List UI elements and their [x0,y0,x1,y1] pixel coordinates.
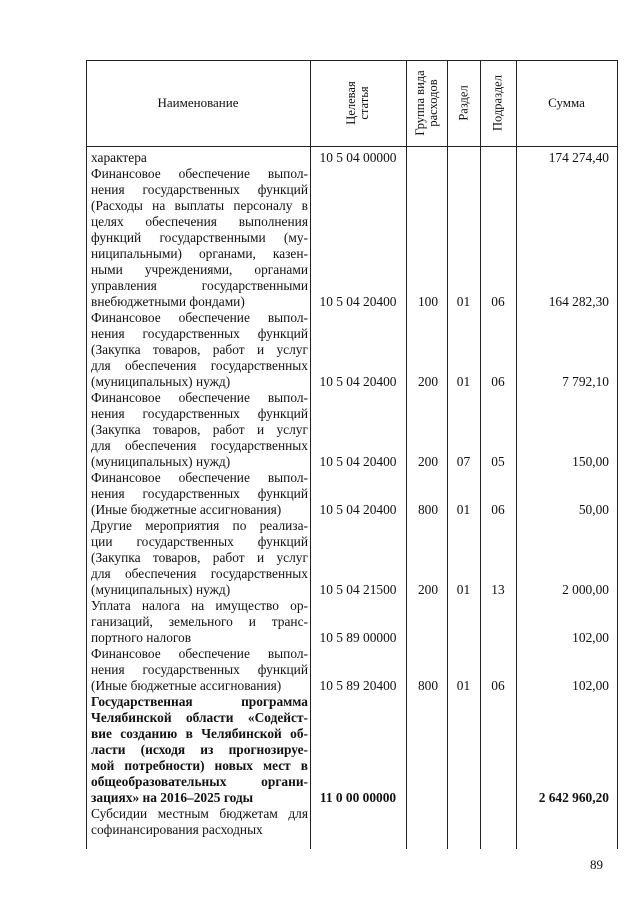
row-subsection: 13 [491,582,505,597]
row-section: 01 [456,678,471,693]
header-group-line2: расходов [425,79,440,127]
row-subsection: 06 [491,502,505,517]
header-divider [86,146,617,147]
row-name-line: для обеспечения государственных [91,566,308,581]
row-name-line: общеобразовательных органи- [91,774,308,789]
header-name: Наименование [157,95,239,110]
row-name-line: нения государственных функций [91,406,308,421]
row-name-line: Субсидии местным бюджетам для [91,806,308,821]
row-code: 10 5 04 21500 [319,582,397,597]
row-name [91,166,308,310]
page-number: 89 [590,857,603,872]
row-name-line: Челябинской области «Содейст- [91,710,308,725]
row-sum: 164 282,30 [548,294,609,309]
row-sum: 102,00 [572,678,609,693]
table-border-left [86,60,87,849]
row-subsection: 06 [491,294,505,309]
row-subsection: 06 [491,374,505,389]
row-code: 10 5 89 00000 [319,630,397,645]
column-divider [406,60,407,849]
row-group: 800 [417,678,439,693]
row-name-line: внебюджетными фондами) [91,294,245,309]
row-code: 10 5 04 00000 [319,150,397,165]
row-name-line: ниципальными) органами, казен- [91,246,308,261]
row-name-line: ции государственных функций [91,534,308,549]
row-name-line: зациях» на 2016–2025 годы [91,790,254,805]
header-code-line2: статья [357,86,371,120]
row-group: 800 [417,502,439,517]
row-name-line: Финансовое обеспечение выпол- [91,310,308,325]
row-sum: 102,00 [572,630,609,645]
row-name-line: управления государственными [91,278,308,293]
row-code: 10 5 04 20400 [319,502,397,517]
row-name [91,310,308,390]
row-name-line: ганизаций, земельного и транс- [91,614,308,629]
row-code: 11 0 00 00000 [319,790,397,805]
row-name-line: мой потребности) новых мест в [91,758,308,773]
column-divider [310,60,311,849]
row-name-line: Государственная программа [91,694,308,709]
row-name-line: (Закупка товаров, работ и услуг [91,342,308,357]
row-name [91,694,308,806]
row-name-line: характера [91,150,147,165]
row-code: 10 5 04 20400 [319,374,397,389]
header-group-line1: Группа вида [412,70,427,136]
row-section: 01 [456,582,471,597]
budget-table [86,60,617,849]
row-name-line: Другие мероприятия по реализа- [91,518,308,533]
row-name-line: (Закупка товаров, работ и услуг [91,422,308,437]
row-name-line: вие созданию в Челябинской об- [91,726,308,741]
row-name-line: нения государственных функций [91,182,308,197]
header-code-line1: Целевая [344,81,358,125]
row-section: 01 [456,374,471,389]
row-name-line: функций государственными (му- [91,230,308,245]
row-name-line: (муниципальных) нужд) [91,374,231,389]
row-name [91,806,308,838]
row-name-line: ласти (исходя из прогнозируе- [91,742,308,757]
row-code: 10 5 04 20400 [319,454,397,469]
row-name [91,470,308,518]
row-name-line: ными учреждениями, органами [91,262,308,277]
header-group [406,60,447,146]
row-name-line: Финансовое обеспечение выпол- [91,390,308,405]
row-name-line: (муниципальных) нужд) [91,582,231,597]
header-section: Раздел [456,85,470,121]
row-sum: 150,00 [572,454,609,469]
row-name [91,518,308,598]
row-name-line: (Иные бюджетные ассигнования) [91,678,282,693]
row-group: 200 [417,582,439,597]
row-name-line: софинансирования расходных [91,822,263,837]
row-name-line: целях обеспечения выполнения [91,214,308,229]
row-code: 10 5 89 20400 [319,678,397,693]
row-name [91,150,308,166]
table-border-right [617,60,618,849]
row-group: 200 [417,374,439,389]
row-name-line: для обеспечения государственных [91,438,308,453]
row-name-line: для обеспечения государственных [91,358,308,373]
row-name-line: Финансовое обеспечение выпол- [91,470,308,485]
row-name-line: (муниципальных) нужд) [91,454,231,469]
row-name-line: (Закупка товаров, работ и услуг [91,550,308,565]
row-name [91,598,308,646]
row-name-line: нения государственных функций [91,662,308,677]
row-name-line: (Иные бюджетные ассигнования) [91,502,282,517]
row-sum: 50,00 [578,502,609,517]
header-subsection: Подраздел [490,75,505,131]
row-name-line: Финансовое обеспечение выпол- [91,166,308,181]
row-subsection: 05 [491,454,505,469]
row-name [91,646,308,694]
row-name-line: нения государственных функций [91,486,308,501]
row-name-line: (Расходы на выплаты персоналу в [91,198,308,213]
row-sum: 7 792,10 [562,374,609,389]
row-sum: 2 000,00 [562,582,609,597]
row-section: 01 [456,502,471,517]
row-section: 07 [456,454,471,469]
header-sum: Сумма [548,95,585,110]
header-code [310,60,406,146]
row-section: 01 [456,294,471,309]
row-subsection: 06 [491,678,505,693]
row-group: 100 [417,294,439,309]
row-name-line: Финансовое обеспечение выпол- [91,646,308,661]
row-name-line: портного налогов [91,630,192,645]
row-code: 10 5 04 20400 [319,294,397,309]
row-name-line: Уплата налога на имущество ор- [91,598,308,613]
row-name-line: нения государственных функций [91,326,308,341]
row-group: 200 [417,454,439,469]
row-sum: 174 274,40 [548,150,609,165]
row-name [91,390,308,470]
row-sum: 2 642 960,20 [538,790,609,805]
